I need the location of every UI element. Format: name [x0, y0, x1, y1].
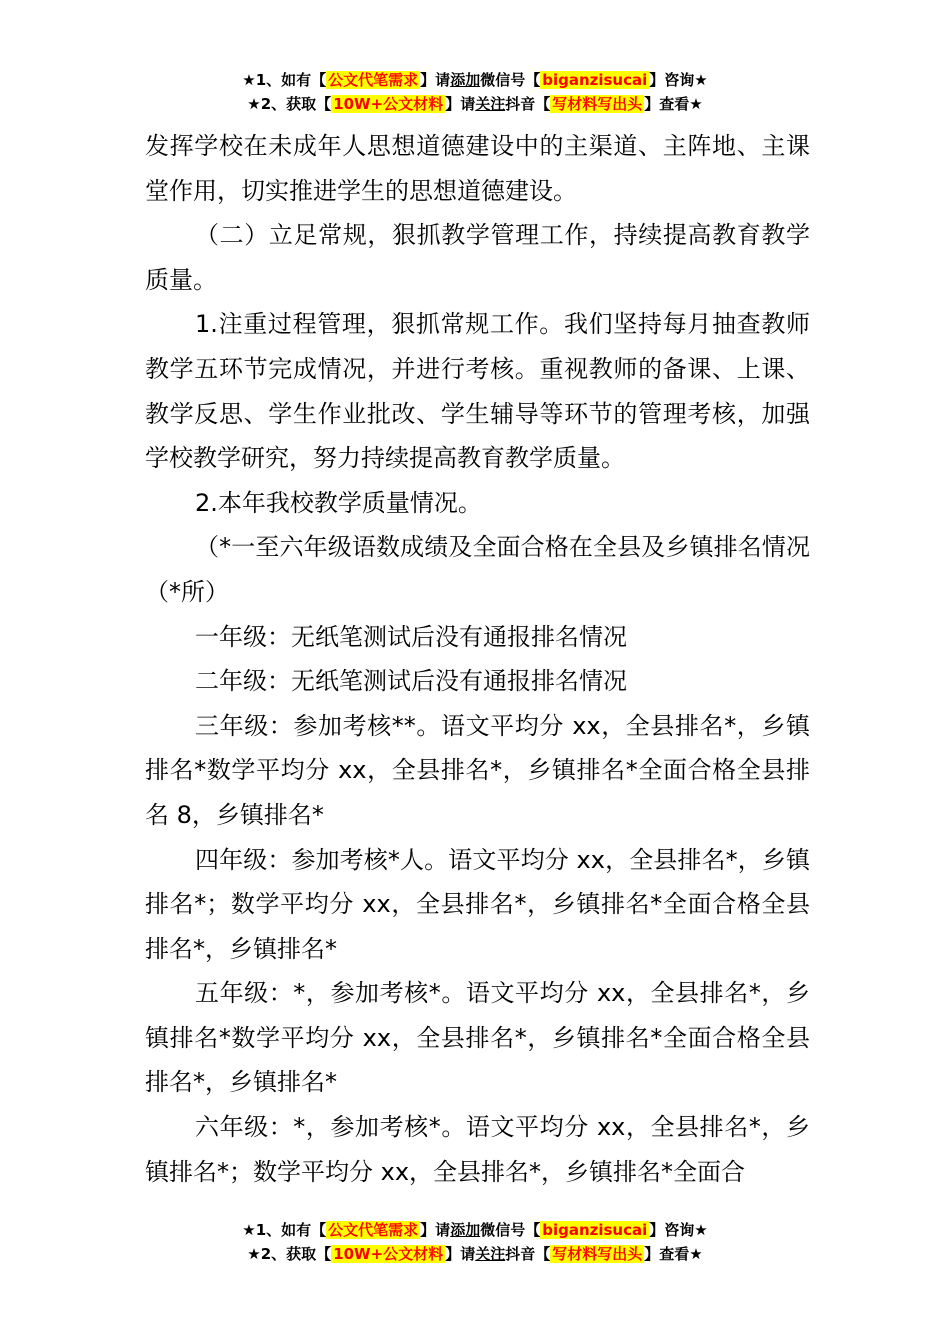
- paragraph: 2.本年我校教学质量情况。: [195, 488, 482, 517]
- banner-text: ★2、获取【: [247, 95, 332, 113]
- banner-underlined: 关注: [475, 95, 506, 113]
- banner-text: 微信号【: [480, 1221, 541, 1239]
- banner-text: 】查看★: [644, 1245, 703, 1263]
- highlight-douyin: 写材料写出头: [552, 1245, 643, 1263]
- grade-line: 四年级：参加考核*人。语文平均分 xx，全县排名*，乡镇排名*；数学平均分 xx，全县排名*，乡镇排名*全面合格全县排名*，乡镇排名*: [145, 845, 810, 963]
- paragraph-continued: 发挥学校在未成年人思想道德建设中的主渠道、主阵地、主课堂作用，切实推进学生的思想道德建设。: [145, 132, 810, 205]
- banner-text: 】咨询★: [649, 1221, 708, 1239]
- grade-line: 二年级：无纸笔测试后没有通报排名情况: [195, 667, 627, 696]
- highlight-douyin: 写材料写出头: [552, 95, 643, 113]
- highlight-materials: 10W+公文材料: [333, 1245, 444, 1263]
- banner-text: 】请: [420, 71, 451, 89]
- grade-line: 三年级：参加考核**。语文平均分 xx，全县排名*，乡镇排名*数学平均分 xx，全县排名*，乡镇排名*全面合格全县排名 8，乡镇排名*: [145, 711, 810, 829]
- highlight-ghostwriting: 公文代笔需求: [328, 71, 419, 89]
- banner-text: 微信号【: [480, 71, 541, 89]
- banner-text: 】请: [445, 95, 476, 113]
- grade-line: 五年级：*，参加考核*。语文平均分 xx，全县排名*，乡镇排名*数学平均分 xx，全县排名*，乡镇排名*全面合格全县排名*，乡镇排名*: [145, 979, 810, 1097]
- banner-line-1: [0, 68, 950, 92]
- banner-text: 抖音【: [505, 95, 551, 113]
- banner-line-2: [0, 92, 950, 116]
- banner-underlined: 添加: [450, 71, 481, 89]
- highlight-wechat-id: biganzisucai: [542, 71, 648, 89]
- banner-line-2: [0, 1242, 950, 1266]
- banner-line-1: [0, 1218, 950, 1242]
- banner-text: 】请: [445, 1245, 476, 1263]
- grade-line: 一年级：无纸笔测试后没有通报排名情况: [195, 622, 627, 651]
- paragraph: （*一至六年级语数成绩及全面合格在全县及乡镇排名情况（*所）: [145, 533, 810, 606]
- highlight-wechat-id: biganzisucai: [542, 1221, 648, 1239]
- banner-underlined: 关注: [475, 1245, 506, 1263]
- banner-text: 抖音【: [505, 1245, 551, 1263]
- banner-text: 】请: [420, 1221, 451, 1239]
- header-banner: [0, 68, 950, 116]
- highlight-ghostwriting: 公文代笔需求: [328, 1221, 419, 1239]
- highlight-materials: 10W+公文材料: [333, 95, 444, 113]
- banner-text: ★1、如有【: [242, 1221, 327, 1239]
- banner-text: ★2、获取【: [247, 1245, 332, 1263]
- banner-text: 】咨询★: [649, 71, 708, 89]
- banner-text: ★1、如有【: [242, 71, 327, 89]
- banner-text: 】查看★: [644, 95, 703, 113]
- section-heading: （二）立足常规，狠抓教学管理工作，持续提高教育教学质量。: [145, 221, 810, 294]
- banner-underlined: 添加: [450, 1221, 481, 1239]
- footer-banner: [0, 1218, 950, 1266]
- document-body: [145, 124, 810, 1194]
- paragraph: 1.注重过程管理，狠抓常规工作。我们坚持每月抽查教师教学五环节完成情况，并进行考核。重视教师的备课、上课、教学反思、学生作业批改、学生辅导等环节的管理考核，加强学校教学研究，努力持续提高教育教学质量。: [145, 310, 810, 473]
- grade-line: 六年级：*，参加考核*。语文平均分 xx，全县排名*，乡镇排名*；数学平均分 xx，全县排名*，乡镇排名*全面合: [145, 1113, 810, 1186]
